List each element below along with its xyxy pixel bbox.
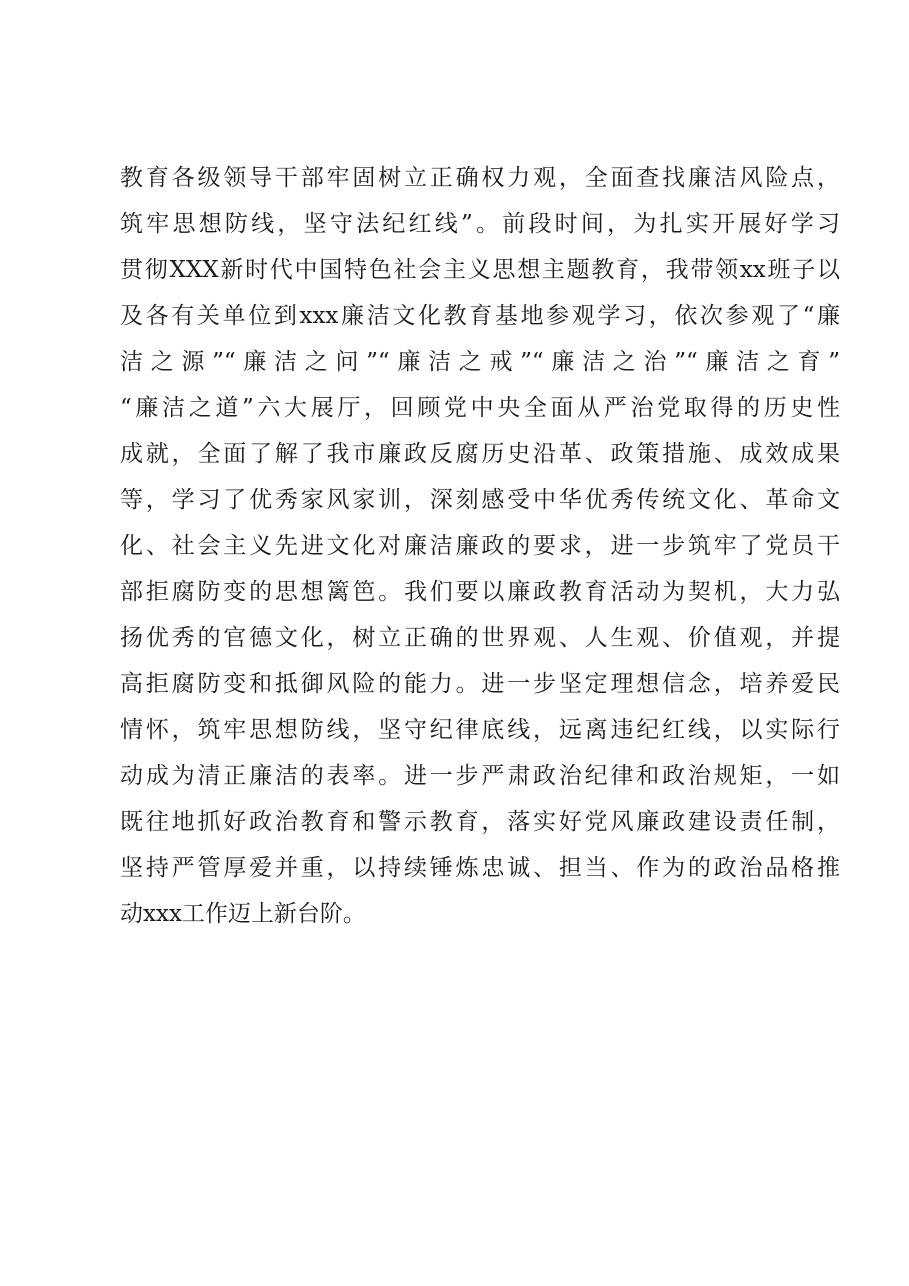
text-line: 高拒腐防变和抵御风险的能力。进一步坚定理想信念，培养爱民 bbox=[120, 671, 840, 697]
text-line: 教育各级领导干部牢固树立正确权力观，全面查找廉洁风险点， bbox=[120, 165, 840, 191]
text-line: 贯彻XXX新时代中国特色社会主义思想主题教育，我带领xx班子以 bbox=[120, 257, 840, 283]
text-line: 筑牢思想防线，坚守法纪红线”。前段时间，为扎实开展好学习 bbox=[120, 211, 840, 237]
text-line: 等，学习了优秀家风家训，深刻感受中华优秀传统文化、革命文 bbox=[120, 487, 840, 513]
text-line: 既往地抓好政治教育和警示教育，落实好党风廉政建设责任制， bbox=[120, 809, 840, 835]
text-line: “廉洁之道”六大展厅，回顾党中央全面从严治党取得的历史性 bbox=[120, 395, 840, 421]
text-line: 及各有关单位到xxx廉洁文化教育基地参观学习，依次参观了“廉 bbox=[120, 303, 840, 329]
text-line: 成就，全面了解了我市廉政反腐历史沿革、政策措施、成效成果 bbox=[120, 441, 840, 467]
text-line: 动成为清正廉洁的表率。进一步严肃政治纪律和政治规矩，一如 bbox=[120, 763, 840, 789]
text-line: 情怀，筑牢思想防线，坚守纪律底线，远离违纪红线，以实际行 bbox=[120, 717, 840, 743]
text-line: 动xxx工作迈上新台阶。 bbox=[120, 901, 366, 927]
text-line: 洁之源”“廉洁之问”“廉洁之戒”“廉洁之治”“廉洁之育” bbox=[120, 349, 840, 375]
body-paragraph bbox=[120, 155, 840, 937]
text-line: 化、社会主义先进文化对廉洁廉政的要求，进一步筑牢了党员干 bbox=[120, 533, 840, 559]
text-line: 坚持严管厚爱并重，以持续锤炼忠诚、担当、作为的政治品格推 bbox=[120, 855, 840, 881]
text-line: 扬优秀的官德文化，树立正确的世界观、人生观、价值观，并提 bbox=[120, 625, 840, 651]
text-line: 部拒腐防变的思想篱笆。我们要以廉政教育活动为契机，大力弘 bbox=[120, 579, 840, 605]
